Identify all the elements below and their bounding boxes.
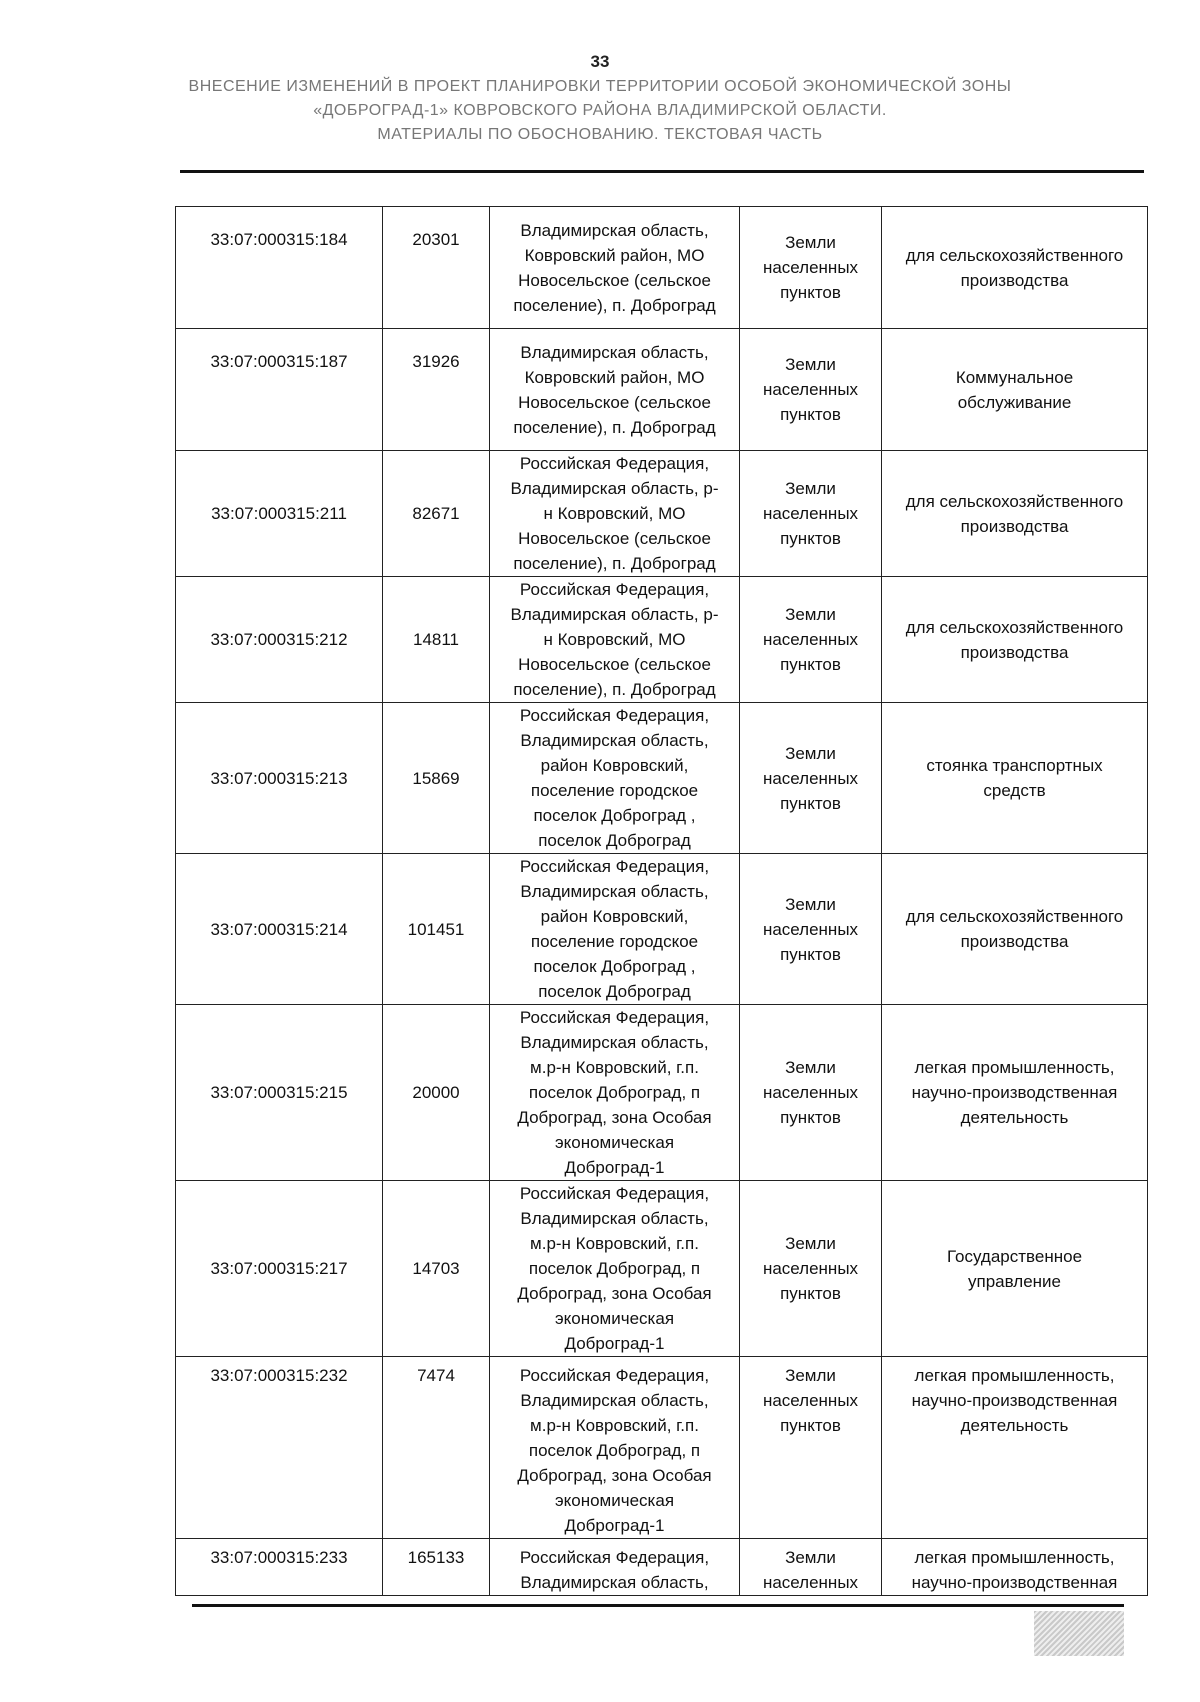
- cell-line: Российская Федерация,: [519, 857, 710, 876]
- cell-line: пунктов: [780, 944, 841, 964]
- cell-line: пунктов: [780, 283, 841, 302]
- cell-line: Российская Федерация,: [519, 1366, 710, 1385]
- header-title-line-1: ВНЕСЕНИЕ ИЗМЕНЕНИЙ В ПРОЕКТ ПЛАНИРОВКИ ТЕРРИТОРИИ ОСОБОЙ ЭКОНОМИЧЕСКОЙ ЗОНЫ: [188, 78, 1012, 95]
- cell-line: населенных: [762, 919, 859, 939]
- cell-line: поселок Доброград: [538, 982, 691, 1001]
- cell-line: деятельность: [960, 1108, 1069, 1127]
- permitted-use-cell: [882, 703, 1148, 854]
- cell-line: Владимирская область, р-: [510, 605, 719, 624]
- permitted-use-cell: [882, 854, 1148, 1005]
- cell-line: экономическая: [554, 1491, 675, 1510]
- cell-line: Земли: [785, 479, 836, 498]
- address-cell: [490, 329, 740, 451]
- cell-line: Земли: [785, 1234, 836, 1253]
- cell-line: Владимирская область,: [520, 1391, 709, 1410]
- cell-line: Владимирская область,: [520, 882, 709, 901]
- cell-line: стоянка транспортных: [926, 756, 1103, 775]
- page-header: [0, 52, 1200, 147]
- cell-line: район Ковровский,: [540, 756, 689, 775]
- address-cell: [490, 1539, 740, 1596]
- cell-line: район Ковровский,: [540, 907, 689, 926]
- cell-line: Доброград-1: [564, 1334, 665, 1353]
- area-cell: 15869: [383, 703, 490, 854]
- footer-divider: [192, 1604, 1124, 1607]
- address-cell: [490, 703, 740, 854]
- cell-line: поселение), п. Доброград: [513, 417, 716, 437]
- cell-line: для сельскохозяйственного: [905, 491, 1124, 511]
- cadastral-number-cell: 33:07:000315:233: [176, 1539, 383, 1596]
- cell-line: Российская Федерация,: [519, 1008, 710, 1027]
- cell-line: населенных: [762, 768, 859, 788]
- cell-line: управление: [968, 1271, 1061, 1291]
- address-cell: [490, 854, 740, 1005]
- header-title-line-2: «ДОБРОГРАД-1» КОВРОВСКОГО РАЙОНА ВЛАДИМИРСКОЙ ОБЛАСТИ.: [313, 102, 887, 119]
- area-cell: 82671: [383, 451, 490, 577]
- cell-line: Российская Федерация,: [519, 1184, 710, 1203]
- cell-line: населенных: [762, 380, 859, 399]
- cadastral-number-cell: 33:07:000315:187: [176, 329, 383, 451]
- cell-line: средств: [983, 781, 1046, 800]
- cell-line: научно-производственная: [911, 1391, 1118, 1410]
- cell-line: легкая промышленность,: [914, 1548, 1115, 1567]
- cell-line: Земли: [785, 1366, 836, 1385]
- permitted-use-cell: [882, 329, 1148, 451]
- cell-line: для сельскохозяйственного: [905, 245, 1124, 265]
- cell-line: населенных: [762, 630, 859, 649]
- land-category-cell: [740, 1181, 882, 1357]
- cell-line: пунктов: [780, 1284, 841, 1303]
- land-category-cell: [740, 1005, 882, 1181]
- cadastral-number-cell: 33:07:000315:184: [176, 207, 383, 329]
- table-row: [176, 577, 1148, 703]
- cell-line: поселение), п. Доброград: [513, 680, 716, 699]
- cadastral-number-cell: 33:07:000315:211: [176, 451, 383, 577]
- permitted-use-cell: [882, 1181, 1148, 1357]
- permitted-use-cell: [882, 1005, 1148, 1181]
- cell-line: производства: [960, 516, 1069, 536]
- area-cell: 31926: [383, 329, 490, 451]
- cell-line: Ковровский район, МО: [524, 367, 705, 387]
- permitted-use-cell: [882, 1357, 1148, 1539]
- cell-line: поселение городское: [530, 932, 699, 951]
- cell-line: Земли: [785, 355, 836, 374]
- permitted-use-cell: [882, 577, 1148, 703]
- area-cell: 7474: [383, 1357, 490, 1539]
- cell-line: пунктов: [780, 405, 841, 424]
- cell-line: Новосельское (сельское: [518, 392, 711, 412]
- table-row: [176, 451, 1148, 577]
- cell-line: м.р-н Ковровский, г.п.: [530, 1058, 699, 1077]
- header-title-line-3: МАТЕРИАЛЫ ПО ОБОСНОВАНИЮ. ТЕКСТОВАЯ ЧАСТЬ: [377, 126, 823, 143]
- cadastral-number-cell: 33:07:000315:214: [176, 854, 383, 1005]
- land-category-cell: [740, 1539, 882, 1596]
- cell-line: пунктов: [780, 529, 841, 548]
- cell-line: Российская Федерация,: [519, 454, 710, 473]
- land-category-cell: [740, 854, 882, 1005]
- land-category-cell: [740, 577, 882, 703]
- cell-line: легкая промышленность,: [914, 1058, 1115, 1077]
- cadastral-number-cell: 33:07:000315:215: [176, 1005, 383, 1181]
- table-row: [176, 329, 1148, 451]
- cell-line: населенных: [762, 1259, 859, 1278]
- cadastral-number-cell: 33:07:000315:217: [176, 1181, 383, 1357]
- cell-line: легкая промышленность,: [914, 1366, 1115, 1385]
- cell-line: Новосельское (сельское: [518, 529, 711, 548]
- cell-line: населенных: [762, 504, 859, 523]
- area-cell: 14703: [383, 1181, 490, 1357]
- cell-line: Владимирская область, р-: [510, 479, 719, 498]
- land-category-cell: [740, 207, 882, 329]
- cell-line: поселение городское: [530, 781, 699, 800]
- cell-line: научно-производственная: [911, 1083, 1118, 1102]
- cell-line: Земли: [785, 1058, 836, 1077]
- cell-line: Земли: [785, 894, 836, 914]
- cell-line: Ковровский район, МО: [524, 245, 705, 265]
- area-cell: 165133: [383, 1539, 490, 1596]
- cadastral-number-cell: 33:07:000315:212: [176, 577, 383, 703]
- cell-line: Доброград-1: [564, 1516, 665, 1535]
- cell-line: для сельскохозяйственного: [905, 617, 1124, 637]
- cell-line: научно-производственная: [911, 1573, 1118, 1592]
- cell-line: поселок Доброград ,: [533, 957, 696, 976]
- cell-line: производства: [960, 932, 1069, 951]
- address-cell: [490, 451, 740, 577]
- cell-line: населенных: [762, 1083, 859, 1102]
- cell-line: населенных: [762, 1573, 859, 1592]
- table-row: [176, 207, 1148, 329]
- cell-line: Владимирская область,: [520, 1209, 709, 1228]
- cell-line: Земли: [785, 605, 836, 624]
- scan-stamp-mark: [1034, 1611, 1124, 1656]
- cell-line: Российская Федерация,: [519, 580, 710, 599]
- land-category-cell: [740, 329, 882, 451]
- table-row: [176, 1539, 1148, 1596]
- cell-line: Доброград, зона Особая: [517, 1466, 712, 1485]
- address-cell: [490, 207, 740, 329]
- table-row: [176, 854, 1148, 1005]
- cell-line: н Ковровский, МО: [543, 630, 686, 649]
- cell-line: поселение), п. Доброград: [513, 554, 716, 573]
- page-number: 33: [590, 52, 610, 71]
- cell-line: пунктов: [780, 1108, 841, 1127]
- cell-line: производства: [960, 270, 1069, 290]
- cell-line: пунктов: [780, 655, 841, 674]
- land-category-cell: [740, 1357, 882, 1539]
- cell-line: Земли: [785, 233, 836, 252]
- permitted-use-cell: [882, 1539, 1148, 1596]
- area-cell: 101451: [383, 854, 490, 1005]
- cell-line: Новосельское (сельское: [518, 270, 711, 290]
- table-row: [176, 1181, 1148, 1357]
- header-divider: [180, 170, 1144, 173]
- cell-line: обслуживание: [957, 392, 1072, 412]
- cell-line: населенных: [762, 1391, 859, 1410]
- cell-line: Доброград, зона Особая: [517, 1108, 712, 1127]
- area-cell: 20000: [383, 1005, 490, 1181]
- cell-line: м.р-н Ковровский, г.п.: [530, 1234, 699, 1253]
- permitted-use-cell: [882, 451, 1148, 577]
- cell-line: Земли: [785, 1548, 836, 1567]
- cell-line: Владимирская область,: [520, 1573, 709, 1592]
- cell-line: Доброград, зона Особая: [517, 1284, 712, 1303]
- cell-line: пунктов: [780, 1416, 841, 1435]
- cell-line: Владимирская область,: [520, 1033, 709, 1052]
- cell-line: Коммунальное: [955, 367, 1074, 387]
- parcels-table: [175, 206, 1148, 1596]
- cell-line: Владимирская область,: [520, 220, 709, 240]
- cell-line: Доброград-1: [564, 1158, 665, 1177]
- cell-line: Владимирская область,: [520, 342, 709, 362]
- cell-line: Новосельское (сельское: [518, 655, 711, 674]
- table-row: [176, 703, 1148, 854]
- cell-line: Государственное: [946, 1246, 1083, 1266]
- cell-line: поселок Доброград ,: [533, 806, 696, 825]
- address-cell: [490, 1357, 740, 1539]
- cell-line: Российская Федерация,: [519, 1548, 710, 1567]
- cell-line: производства: [960, 642, 1069, 662]
- cell-line: м.р-н Ковровский, г.п.: [530, 1416, 699, 1435]
- cell-line: поселок Доброград, п: [528, 1083, 701, 1102]
- address-cell: [490, 1181, 740, 1357]
- cell-line: экономическая: [554, 1309, 675, 1328]
- land-category-cell: [740, 703, 882, 854]
- area-cell: 14811: [383, 577, 490, 703]
- cell-line: Владимирская область,: [520, 731, 709, 750]
- address-cell: [490, 1005, 740, 1181]
- cell-line: н Ковровский, МО: [543, 504, 686, 523]
- cell-line: населенных: [762, 258, 859, 277]
- cell-line: Земли: [785, 743, 836, 763]
- table-row: [176, 1357, 1148, 1539]
- cell-line: поселок Доброград, п: [528, 1259, 701, 1278]
- cadastral-number-cell: 33:07:000315:232: [176, 1357, 383, 1539]
- cell-line: деятельность: [960, 1416, 1069, 1435]
- cell-line: поселение), п. Доброград: [513, 295, 716, 315]
- land-category-cell: [740, 451, 882, 577]
- cell-line: для сельскохозяйственного: [905, 907, 1124, 926]
- address-cell: [490, 577, 740, 703]
- cadastral-number-cell: 33:07:000315:213: [176, 703, 383, 854]
- area-cell: 20301: [383, 207, 490, 329]
- cell-line: экономическая: [554, 1133, 675, 1152]
- permitted-use-cell: [882, 207, 1148, 329]
- cell-line: Российская Федерация,: [519, 706, 710, 725]
- table-row: [176, 1005, 1148, 1181]
- cell-line: поселок Доброград, п: [528, 1441, 701, 1460]
- cell-line: пунктов: [780, 793, 841, 813]
- cell-line: поселок Доброград: [538, 831, 691, 850]
- parcels-table-body: [176, 207, 1148, 1596]
